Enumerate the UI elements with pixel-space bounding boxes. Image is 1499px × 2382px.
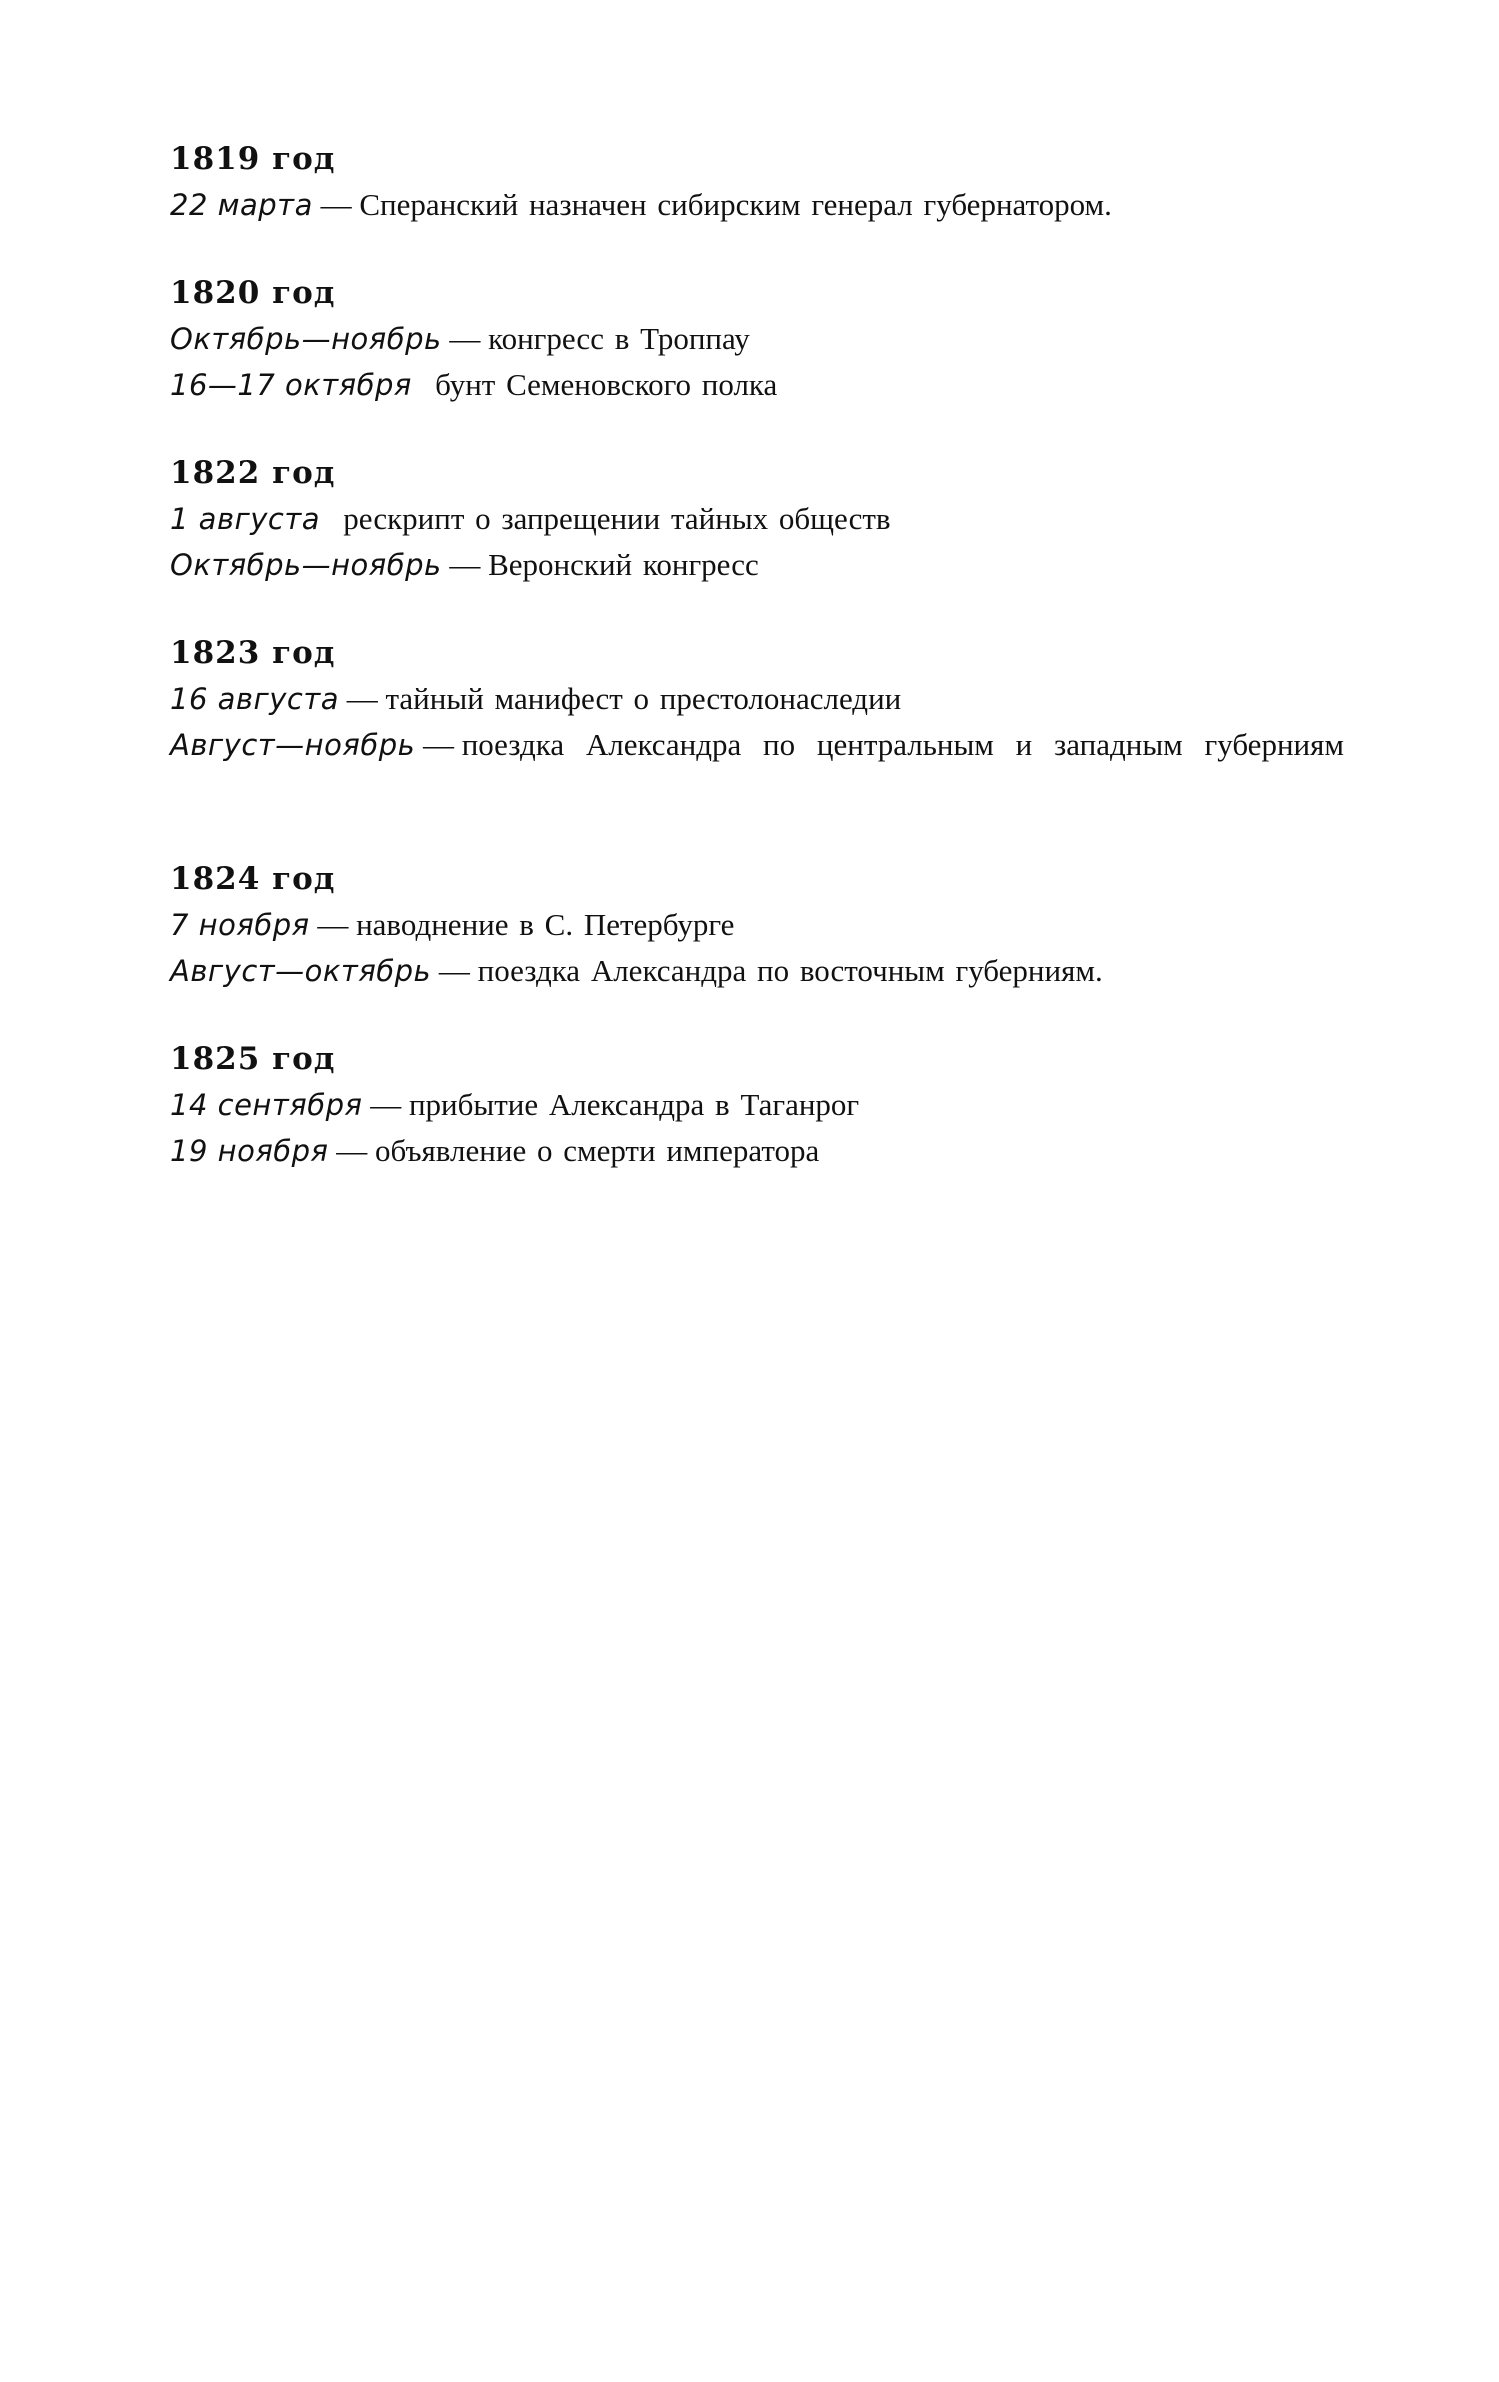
chronology-entry: [170, 542, 1350, 588]
chronology-entry: [170, 902, 1350, 948]
entry-text: поездка Александра по восточным губерниям.: [477, 953, 1103, 988]
chronology-entry: [170, 362, 1350, 408]
entry-date: Август—октябрь: [170, 954, 432, 988]
entry-date: 22 марта: [170, 188, 313, 222]
entry-separator: [412, 367, 435, 402]
year-section-1822: [170, 450, 1350, 588]
year-section-1824: [170, 856, 1350, 994]
entry-text: объявление о смерти императора: [375, 1133, 820, 1168]
entry-date: 14 сентября: [170, 1088, 363, 1122]
entry-separator: —: [312, 187, 360, 222]
year-section-1825: [170, 1036, 1350, 1174]
year-section-1823: [170, 630, 1350, 768]
entry-separator: —: [362, 1087, 409, 1122]
year-section-1819: [170, 136, 1350, 228]
chronology-entry: [170, 1082, 1350, 1128]
entry-separator: [320, 501, 343, 536]
entry-separator: —: [441, 547, 489, 582]
entry-separator: —: [309, 907, 357, 942]
entry-separator: —: [415, 727, 462, 762]
year-heading: 1820 год: [170, 275, 336, 311]
entry-text: конгресс в Троппау: [488, 321, 750, 356]
year-heading: 1825 год: [170, 1041, 336, 1077]
entry-separator: —: [339, 681, 386, 716]
entry-date: 16—17 октября: [170, 368, 412, 402]
entry-date: 1 августа: [170, 502, 321, 536]
entry-text: бунт Семеновского полка: [435, 367, 778, 402]
chronology-entry: [170, 676, 1350, 722]
entry-separator: —: [441, 321, 489, 356]
chronology-entry: [170, 182, 1350, 228]
chronology-entry: [170, 1128, 1350, 1174]
year-section-1820: [170, 270, 1350, 408]
entry-text: поездка Александра по центральным и западным губерниям: [461, 727, 1344, 762]
year-heading: 1819 год: [170, 141, 336, 177]
entry-separator: —: [328, 1133, 376, 1168]
year-heading: 1823 год: [170, 635, 336, 671]
entry-date: 19 ноября: [170, 1134, 329, 1168]
chronology-entry: [170, 722, 1388, 768]
entry-text: Веронский конгресс: [488, 547, 759, 582]
entry-date: Октябрь—ноябрь: [170, 548, 442, 582]
entry-separator: —: [431, 953, 478, 988]
chronology-entry: [170, 316, 1350, 362]
entry-date: Август—ноябрь: [170, 728, 416, 762]
chronology-entry: [170, 496, 1350, 542]
entry-text: наводнение в С. Петербурге: [356, 907, 735, 942]
year-heading: 1822 год: [170, 455, 336, 491]
entry-date: 16 августа: [170, 682, 339, 716]
entry-date: 7 ноября: [170, 908, 310, 942]
entry-text: Сперанский назначен сибирским генерал губернатором.: [359, 187, 1112, 222]
entry-text: прибытие Александра в Таганрог: [408, 1087, 860, 1122]
chronology-entry: [170, 948, 1350, 994]
year-heading: 1824 год: [170, 861, 336, 897]
entry-text: рескрипт о запрещении тайных обществ: [343, 501, 891, 536]
entry-text: тайный манифест о престолонаследии: [385, 681, 902, 716]
entry-date: Октябрь—ноябрь: [170, 322, 442, 356]
